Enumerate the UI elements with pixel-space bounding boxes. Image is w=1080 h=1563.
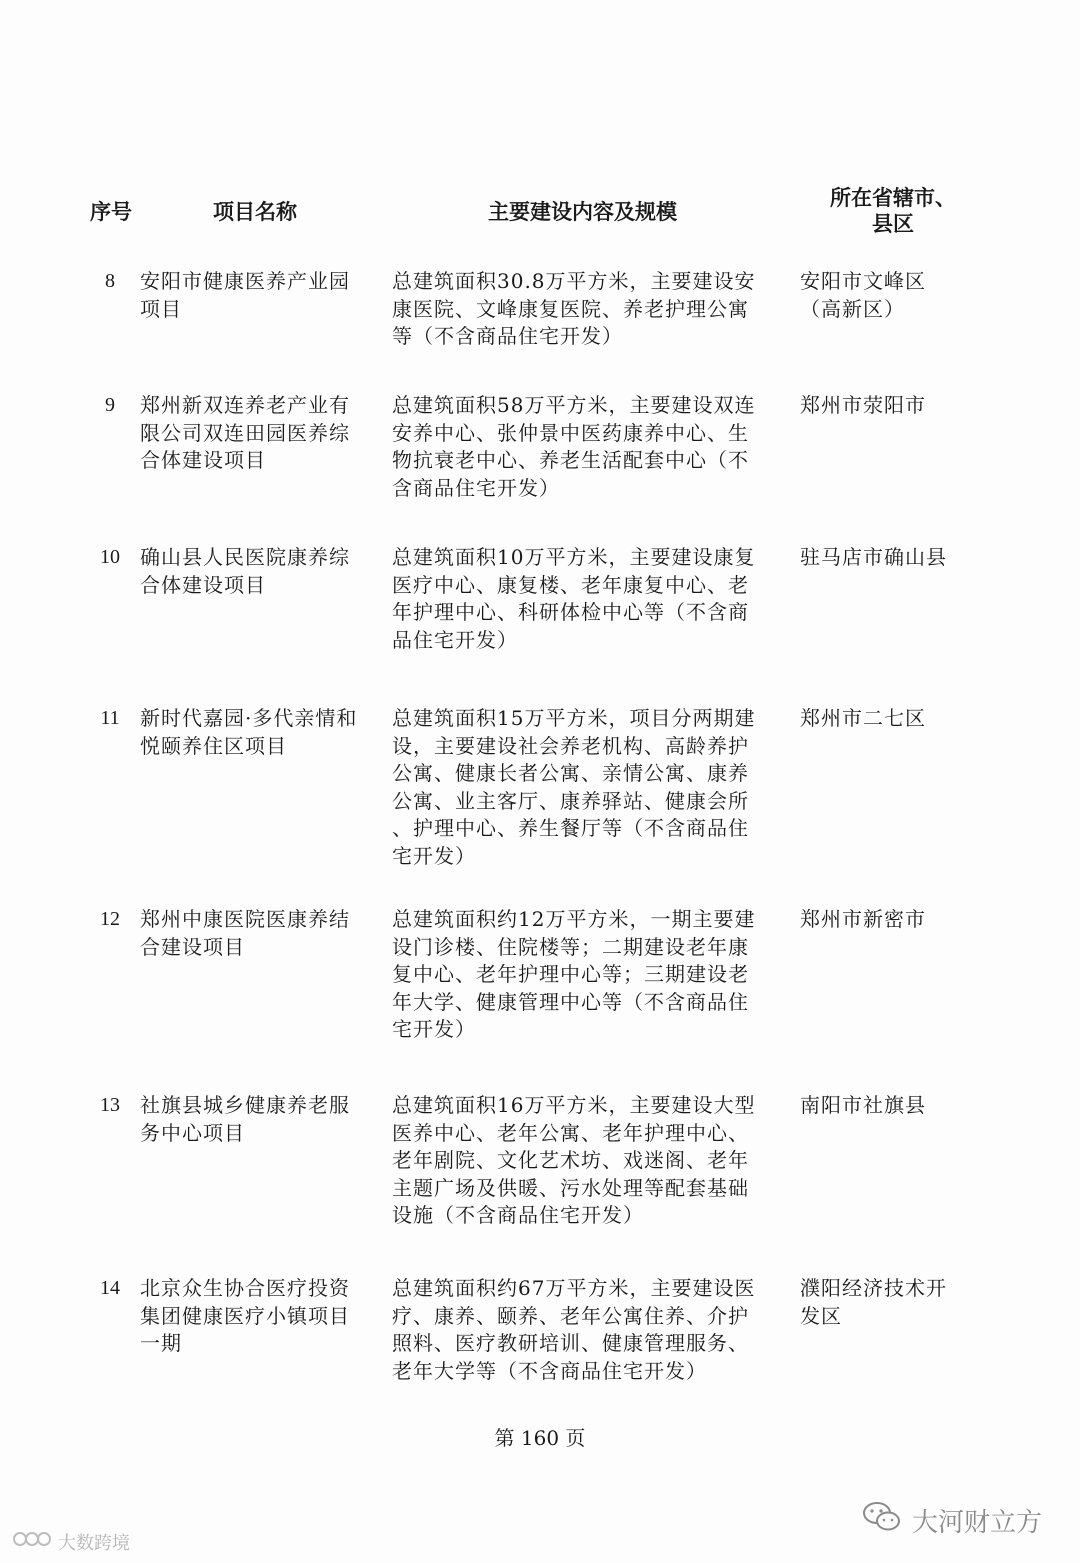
row-location bbox=[800, 1275, 962, 1330]
row-name bbox=[140, 392, 376, 475]
row-name-line: 合建设项目 bbox=[140, 934, 245, 959]
header-name: 项目名称 bbox=[213, 200, 297, 224]
row-location bbox=[800, 906, 962, 934]
row-name bbox=[140, 544, 376, 599]
row-seq: 9 bbox=[105, 394, 115, 416]
row-content bbox=[392, 705, 786, 870]
row-seq: 12 bbox=[100, 908, 120, 930]
row-location-line: 驻马店市确山县 bbox=[800, 545, 947, 569]
row-seq: 11 bbox=[100, 707, 120, 729]
watermark-right bbox=[862, 1500, 1042, 1541]
row-content-line: 总建筑面积10万平方米，主要建设康复 bbox=[392, 545, 756, 569]
row-content bbox=[392, 392, 786, 502]
row-seq: 14 bbox=[100, 1277, 120, 1299]
row-name bbox=[140, 705, 376, 760]
row-name-line: 确山县人民医院康养综 bbox=[140, 545, 350, 569]
table-header bbox=[80, 185, 980, 245]
row-name bbox=[140, 906, 376, 961]
row-content bbox=[392, 544, 786, 654]
row-seq: 10 bbox=[100, 546, 120, 568]
row-content-line: 公寓、健康长者公寓、亲情公寓、康养 bbox=[392, 761, 749, 785]
row-seq: 8 bbox=[105, 270, 115, 292]
row-location-line: 濮阳经济技术开 bbox=[800, 1276, 947, 1300]
row-name bbox=[140, 1275, 376, 1358]
header-location-line2: 县区 bbox=[872, 212, 914, 236]
row-content-line: 物抗衰老中心、养老生活配套中心（不 bbox=[392, 448, 749, 472]
row-seq: 13 bbox=[100, 1094, 120, 1116]
row-content-line: 总建筑面积15万平方米，项目分两期建 bbox=[392, 706, 756, 730]
row-name bbox=[140, 268, 376, 323]
watermark-left bbox=[12, 1528, 130, 1555]
row-content-line: 照料、医疗教研培训、健康管理服务、 bbox=[392, 1331, 749, 1355]
row-content-line: 设施（不含商品住宅开发） bbox=[392, 1203, 644, 1227]
row-location-line: 南阳市社旗县 bbox=[800, 1093, 926, 1117]
row-location-line: 郑州市荥阳市 bbox=[800, 393, 926, 417]
row-location bbox=[800, 1092, 962, 1120]
row-content-line: 总建筑面积16万平方米，主要建设大型 bbox=[392, 1093, 756, 1117]
row-content-line: 总建筑面积约67万平方米，主要建设医 bbox=[392, 1276, 756, 1300]
row-content-line: 年护理中心、科研体检中心等（不含商 bbox=[392, 600, 749, 624]
header-content: 主要建设内容及规模 bbox=[488, 200, 677, 224]
watermark-left-logo-icon bbox=[12, 1528, 52, 1555]
row-name-line: 合体建设项目 bbox=[140, 572, 266, 597]
row-content-line: 宅开发） bbox=[392, 843, 476, 868]
page-number: 第 160 页 bbox=[494, 1426, 586, 1450]
row-content-line: 医养中心、老年公寓、老年护理中心、 bbox=[392, 1120, 749, 1145]
header-location-line1: 所在省辖市、 bbox=[830, 186, 956, 210]
row-name-line: 郑州新双连养老产业有 bbox=[140, 393, 350, 417]
row-location-line: 郑州市新密市 bbox=[800, 907, 926, 931]
header-seq: 序号 bbox=[90, 200, 132, 224]
row-location-line: 安阳市文峰区 bbox=[800, 269, 926, 293]
row-content bbox=[392, 268, 786, 351]
row-content-line: 总建筑面积约12万平方米，一期主要建 bbox=[392, 907, 756, 931]
row-content-line: 医疗中心、康复楼、老年康复中心、老 bbox=[392, 572, 749, 597]
row-location-line: （高新区） bbox=[800, 296, 905, 321]
row-name-line: 合体建设项目 bbox=[140, 448, 266, 472]
row-content-line: 老年大学等（不含商品住宅开发） bbox=[392, 1358, 707, 1383]
row-name-line: 悦颐养住区项目 bbox=[140, 733, 287, 758]
row-content-line: 公寓、业主客厅、康养驿站、健康会所 bbox=[392, 788, 749, 813]
row-location bbox=[800, 705, 962, 733]
row-name bbox=[140, 1092, 376, 1147]
row-content-line: 品住宅开发） bbox=[392, 627, 518, 652]
row-content-line: 含商品住宅开发） bbox=[392, 475, 560, 500]
row-content-line: 设，主要建设社会养老机构、高龄养护 bbox=[392, 733, 749, 758]
row-content bbox=[392, 1092, 786, 1230]
row-location-line: 郑州市二七区 bbox=[800, 706, 926, 730]
row-content-line: 康医院、文峰康复医院、养老护理公寓 bbox=[392, 296, 749, 321]
row-content-line: 设门诊楼、住院楼等；二期建设老年康 bbox=[392, 934, 749, 959]
row-name-line: 安阳市健康医养产业园 bbox=[140, 269, 350, 293]
row-name-line: 限公司双连田园医养综 bbox=[140, 420, 350, 445]
watermark-right-text: 大河财立方 bbox=[911, 1508, 1042, 1538]
row-content bbox=[392, 1275, 786, 1385]
row-content-line: 总建筑面积30.8万平方米，主要建设安 bbox=[392, 269, 756, 293]
row-content-line: 、护理中心、养生餐厅等（不含商品住 bbox=[392, 816, 749, 840]
watermark-left-text: 大数跨境 bbox=[58, 1532, 130, 1554]
row-location-line: 发区 bbox=[800, 1303, 842, 1328]
row-name-line: 郑州中康医院医康养结 bbox=[140, 907, 350, 931]
row-content-line: 老年剧院、文化艺术坊、戏迷阁、老年 bbox=[392, 1148, 749, 1172]
row-name-line: 北京众生协合医疗投资 bbox=[140, 1276, 350, 1300]
wechat-icon bbox=[862, 1500, 902, 1541]
row-name-line: 新时代嘉园·多代亲情和 bbox=[140, 706, 358, 730]
row-content-line: 主题广场及供暖、污水处理等配套基础 bbox=[392, 1175, 749, 1200]
row-content-line: 疗、康养、颐养、老年公寓住养、介护 bbox=[392, 1303, 749, 1328]
row-location bbox=[800, 268, 962, 323]
header-location bbox=[818, 185, 968, 237]
row-content-line: 复中心、老年护理中心等；三期建设老 bbox=[392, 962, 749, 986]
row-content-line: 等（不含商品住宅开发） bbox=[392, 324, 623, 348]
row-location bbox=[800, 392, 962, 420]
row-name-line: 一期 bbox=[140, 1331, 182, 1355]
row-content-line: 年大学、健康管理中心等（不含商品住 bbox=[392, 989, 749, 1014]
row-content-line: 宅开发） bbox=[392, 1017, 476, 1041]
row-content-line: 安养中心、张仲景中医药康养中心、生 bbox=[392, 420, 749, 445]
row-location bbox=[800, 544, 962, 572]
row-name-line: 集团健康医疗小镇项目 bbox=[140, 1303, 350, 1328]
row-content-line: 总建筑面积58万平方米，主要建设双连 bbox=[392, 393, 756, 417]
row-name-line: 社旗县城乡健康养老服 bbox=[140, 1093, 350, 1117]
row-content bbox=[392, 906, 786, 1044]
row-name-line: 务中心项目 bbox=[140, 1120, 245, 1145]
row-name-line: 项目 bbox=[140, 296, 182, 321]
